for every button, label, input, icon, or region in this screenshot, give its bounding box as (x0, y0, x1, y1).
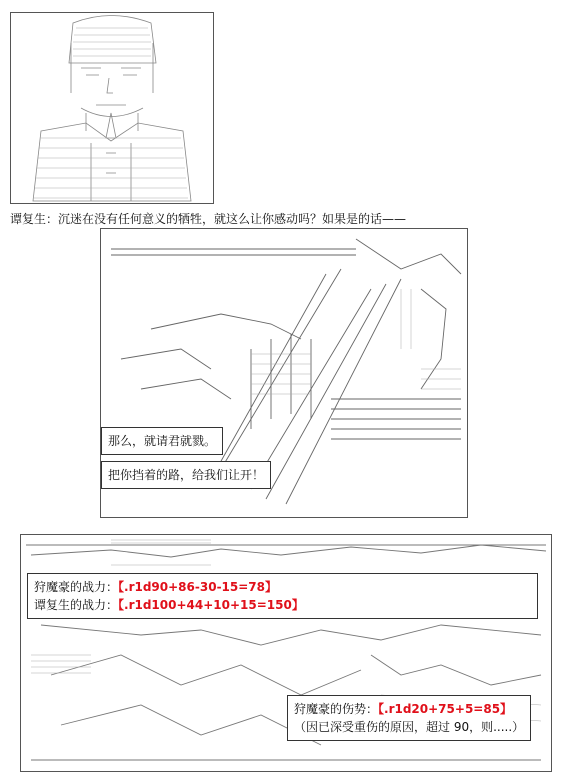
speech-box-1 (101, 427, 223, 455)
panel-action (100, 228, 468, 518)
panel-battle (20, 534, 552, 772)
damage-note: （因已深受重伤的原因，超过 90，则.....） (294, 720, 525, 734)
stat1-value: 【.r1d90+86-30-15=78】 (118, 580, 277, 594)
caption-dialogue: 谭复生：沉迷在没有任何意义的牺牲，就这么让你感动吗？如果是的话—— (10, 212, 407, 226)
stat2-value: 【.r1d100+44+10+15=150】 (118, 598, 304, 612)
damage-box (287, 695, 531, 741)
portrait-ascii-art (11, 13, 213, 203)
panel-portrait (10, 12, 214, 204)
stat-row-2 (34, 596, 531, 614)
stat1-label: 狩魔豪的战力： (34, 580, 119, 594)
dmg-label: 狩魔豪的伤势： (294, 702, 379, 716)
damage-row (294, 700, 524, 718)
stat2-label: 谭复生的战力： (34, 598, 119, 612)
speech-line-2: 把你挡着的路，给我们让开！ (108, 468, 265, 482)
dmg-value: 【.r1d20+75+5=85】 (378, 702, 513, 716)
speech-line-1: 那么，就请君就戮。 (108, 434, 217, 448)
speech-box-2 (101, 461, 271, 489)
stats-box (27, 573, 538, 619)
stat-row-1 (34, 578, 531, 596)
